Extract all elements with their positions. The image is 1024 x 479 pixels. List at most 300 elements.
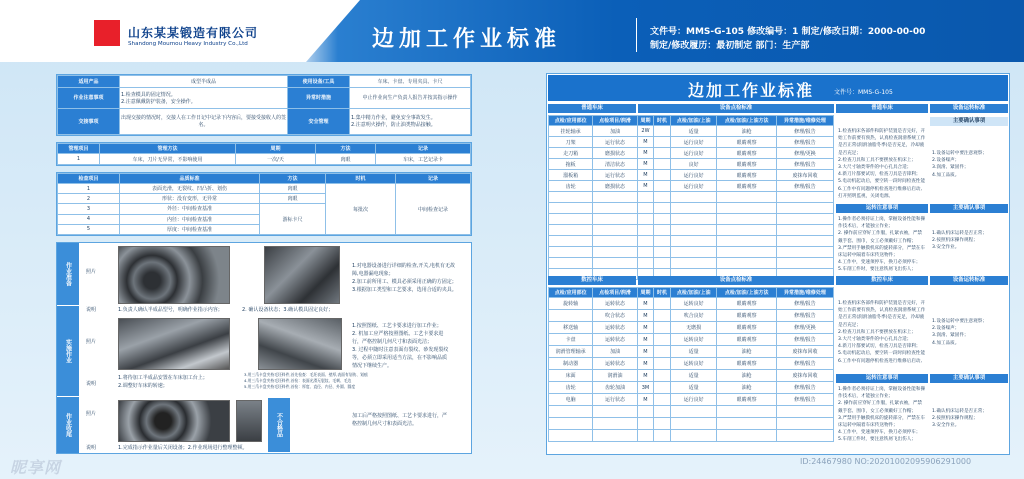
cell: 修理/报告 xyxy=(776,181,833,192)
text-line: 2.按照机床操作规程； xyxy=(932,416,978,422)
cell xyxy=(654,126,671,137)
cell: 3 xyxy=(58,204,120,214)
cell xyxy=(637,430,654,442)
cell: 1.检查模具的固定情况。 2.注意佩戴防护装备，安全操作。 xyxy=(120,88,288,108)
prep-desc-2: 2. 确认设备状态；3.确认模具固定良好； xyxy=(242,307,334,313)
cell: 良好 xyxy=(670,159,717,170)
cell: 眼睛观察 xyxy=(717,310,776,322)
col-header: 记录 xyxy=(376,144,471,154)
text-line: 4.新刀片都要试切，检查刀具是否锋利； xyxy=(838,172,921,178)
cell: 眼睛观察 xyxy=(717,298,776,310)
cell: 修理/报告 xyxy=(776,358,833,370)
cell: 磨损状态 xyxy=(593,181,637,192)
label-cnc-inspect: 设备点检标准 xyxy=(638,276,834,285)
cell: 中间检查记录 xyxy=(396,184,471,235)
cell xyxy=(717,430,776,442)
cell xyxy=(637,258,654,269)
cell: 走刀箱 xyxy=(549,148,593,159)
cell xyxy=(670,430,717,442)
cell: M xyxy=(637,298,654,310)
text-line: 1.设备运转中要注意观察； xyxy=(932,151,987,156)
watermark-left: 昵享网 xyxy=(10,458,62,477)
cell: 油枪 xyxy=(717,370,776,382)
impl-note-3: 5.用三爪卡盘夹持毛坯料件,首检：厚度、直径、内径、外圆、圆度 xyxy=(244,384,356,389)
op-header: 运转注意事项 xyxy=(836,204,928,213)
cell: 眼睛观察 xyxy=(717,181,776,192)
text-line: 5.电动机起动后，要空转一段时间检查性能 xyxy=(838,351,926,357)
company-name: 山东某某锻造有限公司 xyxy=(128,26,259,40)
text-line: 2. 操作前应穿好工作服，扎紧衣袖，严禁 xyxy=(838,401,922,407)
text-line: 1.确认机床运转是否正常； xyxy=(932,409,987,414)
cell: 运转状态 xyxy=(593,298,637,310)
col-header: 周期 xyxy=(637,116,654,126)
cell: 电脑 xyxy=(549,394,593,406)
cell xyxy=(776,214,833,225)
impl-text-6: 情况下继续生产。 xyxy=(352,363,393,369)
cell: 油枪 xyxy=(717,382,776,394)
cell xyxy=(654,298,671,310)
cell xyxy=(637,236,654,247)
text-line: 3.润滑、紧固件； xyxy=(932,333,969,339)
watermark-right: ID:24467980 NO:20201002095906291000 xyxy=(800,457,972,466)
text-line: 4.工作中，变速须停车，换刀必须停车； xyxy=(838,260,921,266)
label-cnc-run: 设备运转标准 xyxy=(930,276,1008,285)
cell xyxy=(637,418,654,430)
photo-label: 照片 xyxy=(86,269,97,275)
cell xyxy=(776,236,833,247)
col-header: 异常措施/维修处理 xyxy=(776,116,833,126)
text-line: 1.操作者必须持证上岗，掌握设备性能和操 xyxy=(838,387,926,392)
cell xyxy=(654,236,671,247)
cell xyxy=(549,214,593,225)
cell xyxy=(670,418,717,430)
cell: 加油 xyxy=(593,126,637,137)
col-header: 点检/应用部位 xyxy=(549,116,593,126)
text-line: 是否正常(润滑油脂冬季)是否充足，冷却液 xyxy=(838,315,925,321)
cell xyxy=(654,430,671,442)
cell: 适量 xyxy=(670,126,717,137)
text-line: 3.安全作业。 xyxy=(932,245,960,251)
cell: 眼睛观察 xyxy=(717,394,776,406)
col-header: 异常措施/维修处理 xyxy=(776,288,833,298)
header-divider xyxy=(636,18,637,52)
impl-text-5: 等，必须立即采用适当方法，在不影响品质 xyxy=(352,355,448,361)
cell xyxy=(670,258,717,269)
cell xyxy=(549,247,593,258)
cell: 修理/报告 xyxy=(776,298,833,310)
text-line: 6.工作中有问题停机检查进行维修后启动, xyxy=(838,186,922,192)
text-line: 4.加工品质。 xyxy=(932,340,960,346)
cell: 运行良好 xyxy=(670,394,717,406)
col-header: 检查项目 xyxy=(58,174,120,184)
text-line: 2. 操作前应穿好工作服，扎紧衣袖，严禁 xyxy=(838,231,922,237)
cell: 卡盘 xyxy=(549,334,593,346)
cell: 运行状态 xyxy=(593,394,637,406)
cell: 无磨损 xyxy=(670,322,717,334)
cell: M xyxy=(637,334,654,346)
cell: 拖板 xyxy=(549,159,593,170)
cell xyxy=(654,310,671,322)
cell xyxy=(717,418,776,430)
cell: 中止作业向生产负责人报告并按其指示操作 xyxy=(350,88,471,108)
cell: 车床、卡盘、专用夹具、卡尺 xyxy=(350,76,471,88)
ng-label: 不合格品 xyxy=(268,398,290,452)
cell xyxy=(776,247,833,258)
col-header: 周期 xyxy=(236,144,316,154)
lathe-op2-text xyxy=(838,216,925,274)
cell: 外径：中间检查基准 xyxy=(120,204,260,214)
cell: 眼睛观察 xyxy=(717,148,776,159)
cell xyxy=(670,247,717,258)
cell: 表面光滑，无裂纹、凹凸折、划伤 xyxy=(120,184,260,194)
end-photo-2 xyxy=(236,400,262,442)
cell: 运行状态 xyxy=(593,137,637,148)
cell: M xyxy=(637,346,654,358)
cell: 1.集中精力作业，避免安全事故发生。 2.注意明火操作，防止油类物品接触。 xyxy=(350,108,471,134)
cell: 移送轴 xyxy=(549,322,593,334)
cell xyxy=(637,214,654,225)
lathe-note-text xyxy=(932,150,987,179)
inspection-table xyxy=(56,172,472,236)
cell xyxy=(717,225,776,236)
cell: M xyxy=(637,170,654,181)
text-line: 始工作前要有预热，认真检查润滑系统工作 xyxy=(838,308,926,314)
cell xyxy=(776,430,833,442)
cell: 废抹布回收 xyxy=(776,346,833,358)
cell xyxy=(637,247,654,258)
cell: 运行良好 xyxy=(670,181,717,192)
impl-text-3: 行，严格控制几何尺寸和表面光洁； xyxy=(352,339,433,345)
cell: 3M xyxy=(637,382,654,394)
text-line: 3.安全作业。 xyxy=(932,423,960,429)
cell: 眼睛观察 xyxy=(717,159,776,170)
cell xyxy=(776,225,833,236)
company-logo xyxy=(94,20,120,46)
cnc-note-header: 主要确认事项 xyxy=(930,374,1008,383)
text-line: 始工作前要有预热，认真检查润滑系统工作 xyxy=(838,136,926,142)
cell: 游标卡尺 xyxy=(260,204,326,235)
prep-photo-2 xyxy=(264,246,340,304)
cell: 润滑管理轴承 xyxy=(549,346,593,358)
text-line: 4.加工品质。 xyxy=(932,172,960,178)
cell xyxy=(637,225,654,236)
cell xyxy=(776,203,833,214)
text-line: 1.确认机床运转是否正常； xyxy=(932,231,987,236)
label-cnc: 数控车床 xyxy=(548,276,636,285)
cell xyxy=(654,247,671,258)
text-line: 是否充足； xyxy=(838,150,861,156)
page-title: 边加工作业标准 xyxy=(372,27,562,52)
text-line: 打开照明监视，关闭电源。 xyxy=(838,193,894,199)
impl-photo-1 xyxy=(118,318,230,370)
cell xyxy=(670,203,717,214)
cell: 每批次 xyxy=(326,184,396,235)
cell xyxy=(549,192,593,203)
cnc-op-text xyxy=(838,300,925,365)
cell xyxy=(776,418,833,430)
cell: 眼睛观察 xyxy=(717,322,776,334)
prep-text-1: 1.对电器设备进行详细的检查,开关,电机有无故 xyxy=(352,263,455,269)
cell: 吹合状态 xyxy=(593,310,637,322)
cell xyxy=(670,406,717,418)
desc-label: 说明 xyxy=(86,307,97,313)
cell xyxy=(593,203,637,214)
cell: 修理/报告 xyxy=(776,126,833,137)
cell xyxy=(654,192,671,203)
col-header: 点检项目/润滑 xyxy=(593,288,637,298)
col-header: 记录 xyxy=(396,174,471,184)
cell xyxy=(776,258,833,269)
cell xyxy=(593,430,637,442)
cell xyxy=(717,258,776,269)
text-line: 3.润滑、紧固件； xyxy=(932,165,969,171)
section-impl: 实施作业 xyxy=(57,306,79,396)
cell xyxy=(593,214,637,225)
impl-text-1: 1.按照图纸、工艺卡要求进行加工作业； xyxy=(352,323,442,329)
text-line: 2.检查刀具和工具不要摆放在机床上； xyxy=(838,329,916,335)
cell: 适量 xyxy=(670,370,717,382)
cell: 运行良好 xyxy=(670,170,717,181)
label-run-std: 设备运转标准 xyxy=(930,104,1008,113)
cell xyxy=(717,406,776,418)
cell: 废抹布回收 xyxy=(776,370,833,382)
impl-text-4: 3. 过程中随时注意表面有裂纹、砂发现裂纹 xyxy=(352,347,449,353)
cell xyxy=(593,225,637,236)
cell: 眼睛观察 xyxy=(717,137,776,148)
end-desc: 1.完成指示作业量后关闭设备；2.作业现场进行整理整顿。 xyxy=(118,445,248,451)
text-line: 5.车削工件时，要注意铁屑飞出伤人； xyxy=(838,437,916,443)
cell: 制动器 xyxy=(549,358,593,370)
cell: 眼睛观察 xyxy=(717,170,776,181)
cell xyxy=(654,148,671,159)
cell xyxy=(593,236,637,247)
cell: 挂轮轴承 xyxy=(549,126,593,137)
cell: 眼睛观察 xyxy=(717,358,776,370)
cell: 车床，工艺记录卡 xyxy=(376,154,471,165)
prep-text-4: 3.根据加工类型和工艺要求，选用合适的夹具。 xyxy=(352,287,457,293)
text-line: 5.车削工件时，要注意铁屑飞出伤人； xyxy=(838,267,916,273)
cell: 床面 xyxy=(549,370,593,382)
impl-text-2: 2. 机加工应严格按照图纸、工艺卡要求进 xyxy=(352,331,444,337)
cell: 润滑油 xyxy=(593,370,637,382)
cell: M xyxy=(637,159,654,170)
cell: 出现交接的情况时，交接人在工作日记中记录下内容后，要接受接收人的签名。 xyxy=(120,108,288,134)
cell: 作业注意事项 xyxy=(58,88,120,108)
general-info-table xyxy=(56,74,472,136)
text-line: 3.大尺寸轴类零件的中心孔具合适； xyxy=(838,337,912,343)
cell xyxy=(654,258,671,269)
cell xyxy=(717,214,776,225)
end-text-1: 加工后严格按照图纸、工艺卡要求进行，严 xyxy=(352,413,448,419)
lathe-op-text xyxy=(838,128,925,200)
text-line: 是否充足； xyxy=(838,322,861,328)
cell xyxy=(654,382,671,394)
col-header: 管理项目 xyxy=(58,144,100,154)
col-header: 点检/加油/上油 xyxy=(670,116,717,126)
label-inspect-std: 设备点检标准 xyxy=(638,104,834,113)
text-line: 6.工作中有问题停机检查进行维修后启动, xyxy=(838,358,922,364)
impl-photo-2 xyxy=(258,318,342,370)
cell xyxy=(549,258,593,269)
section-prep: 作业准备 xyxy=(57,243,79,305)
label-cnc-2: 数控车床 xyxy=(836,276,928,285)
cell xyxy=(549,430,593,442)
cell: 运转良好 xyxy=(670,358,717,370)
cell: 修理/报告 xyxy=(776,382,833,394)
text-line: 3.严禁用手触摸机床的旋转部分，严禁在车 xyxy=(838,245,926,251)
section-end: 作业收尾 xyxy=(57,397,79,453)
cell xyxy=(654,406,671,418)
cell: 修理/报告 xyxy=(776,310,833,322)
cell: 使用设备/工具 xyxy=(288,76,350,88)
lathe-inspect-table xyxy=(548,115,834,280)
text-line: 2.设备噪声； xyxy=(932,326,960,332)
text-line: 2.检查刀具和工具不要摆放在机床上； xyxy=(838,157,916,163)
text-line: 4.新刀片都要试切，检查刀具是否锋利； xyxy=(838,344,921,350)
cell xyxy=(654,137,671,148)
cell: 肉眼 xyxy=(260,194,326,204)
cell: 吹合良好 xyxy=(670,310,717,322)
cell: 刀架 xyxy=(549,137,593,148)
right-file-no: 文件号：MMS-G-105 xyxy=(834,89,893,96)
cell: 加油 xyxy=(593,346,637,358)
text-line: 1.设备运转中要注意观察； xyxy=(932,319,987,324)
cell: M xyxy=(637,310,654,322)
right-title: 边加工作业标准 xyxy=(688,81,815,100)
col-header: 方法 xyxy=(316,144,376,154)
cell: M xyxy=(637,148,654,159)
photo-label: 照片 xyxy=(86,411,97,417)
cell xyxy=(593,192,637,203)
cell xyxy=(637,192,654,203)
text-line: 5.电动机起动后，要空转一段时间检查性能 xyxy=(838,179,926,185)
cell: 齿轮 xyxy=(549,382,593,394)
cell: 旋转轴 xyxy=(549,298,593,310)
cell xyxy=(549,418,593,430)
impl-desc-2: 2.调整好车床的转速； xyxy=(118,383,168,389)
col-header: 品质标准 xyxy=(120,174,260,184)
cell xyxy=(670,192,717,203)
cell: M xyxy=(637,322,654,334)
cell xyxy=(549,203,593,214)
cell xyxy=(670,236,717,247)
text-line: 戴手套、围巾，女工必须戴好工作帽； xyxy=(838,238,917,244)
text-line: 戴手套、围巾，女工必须戴好工作帽； xyxy=(838,408,917,414)
cell: 2W xyxy=(637,126,654,137)
cell: 运转良好 xyxy=(670,334,717,346)
cell xyxy=(670,214,717,225)
note-header-2: 主要确认事项 xyxy=(930,204,1008,213)
cell xyxy=(654,394,671,406)
cnc-note-text xyxy=(932,318,987,347)
text-line: 1.检查机床各部件和防护装置是否完好，开 xyxy=(838,129,926,134)
cell xyxy=(654,170,671,181)
cell: 运行良好 xyxy=(670,137,717,148)
text-line: 床运转中隔着车床传送物件； xyxy=(838,423,898,429)
col-header: 方法 xyxy=(260,174,326,184)
cell: 交接事项 xyxy=(58,108,120,134)
cell xyxy=(717,203,776,214)
cell: 车床，刀片无异常，不影响使用 xyxy=(100,154,236,165)
desc-label: 说明 xyxy=(86,381,97,387)
prep-text-2: 障,电器漏电现象； xyxy=(352,271,394,277)
management-table xyxy=(56,142,472,166)
col-header: 点检/加油/上油方法 xyxy=(717,288,776,298)
cell: 成型半成品 xyxy=(120,76,288,88)
text-line: 是否正常(润滑油脂冬季)是否充足，冷却液 xyxy=(838,143,925,149)
cell: 厚度：中间检查基准 xyxy=(120,224,260,234)
cell: 适量 xyxy=(670,382,717,394)
cell: 溜板箱 xyxy=(549,170,593,181)
cell xyxy=(637,406,654,418)
cell xyxy=(654,370,671,382)
cell: 1 xyxy=(58,184,120,194)
cnc-op2-text xyxy=(838,386,925,444)
cell: 运转状态 xyxy=(593,358,637,370)
lathe-note2-text xyxy=(932,230,987,252)
impl-desc-1: 1.将待加工半成品安置在车床加工台上； xyxy=(118,375,208,381)
col-header: 点检/加油/上油 xyxy=(670,288,717,298)
col-header: 周期 xyxy=(637,288,654,298)
cell xyxy=(717,192,776,203)
cell: 油枪 xyxy=(717,346,776,358)
prep-photo-1 xyxy=(118,246,230,304)
cell xyxy=(549,236,593,247)
text-line: 2.按照机床操作规程； xyxy=(932,238,978,244)
cell: M xyxy=(637,137,654,148)
prep-text-3: 2.加工前所用工、模具必须采用正确的方固定； xyxy=(352,279,457,285)
cell: 运行良好 xyxy=(670,148,717,159)
cell: 修理/报告 xyxy=(776,137,833,148)
cell xyxy=(549,406,593,418)
cell: 4 xyxy=(58,214,120,224)
cell xyxy=(654,334,671,346)
cell: 1 xyxy=(58,154,100,165)
cell: 内径：中间检查基准 xyxy=(120,214,260,224)
cell: 油枪 xyxy=(717,126,776,137)
col-header: 时机 xyxy=(654,116,671,126)
cell: 修理/更换 xyxy=(776,148,833,159)
right-title-bar xyxy=(548,75,1008,101)
cell: 安全管理 xyxy=(288,108,350,134)
cell: 形状：没有变形，无异常 xyxy=(120,194,260,204)
end-photo-1 xyxy=(118,400,230,442)
text-line: 4.工作中，变速须停车，换刀必须停车； xyxy=(838,430,921,436)
cell xyxy=(549,225,593,236)
cell: 修理/更换 xyxy=(776,322,833,334)
desc-label: 说明 xyxy=(86,445,97,451)
header-info-line2: 制定/修改履历：最初制定 部门：生产部 xyxy=(650,41,810,51)
cell: 废抹布回收 xyxy=(776,170,833,181)
cell: 适用产品 xyxy=(58,76,120,88)
company-name-en: Shandong Moumou Heavy Industry Co.,Ltd xyxy=(128,41,248,47)
cell xyxy=(776,192,833,203)
text-line: 2.设备噪声； xyxy=(932,158,960,164)
cell xyxy=(654,358,671,370)
cell: 运转状态 xyxy=(593,334,637,346)
cell: 运行状态 xyxy=(593,170,637,181)
cell xyxy=(654,181,671,192)
cell: M xyxy=(637,181,654,192)
header-info-line1: 文件号：MMS-G-105 修改编号：1 制定/修改日期：2000-00-00 xyxy=(650,27,926,37)
cell xyxy=(637,203,654,214)
cell: 一次/天 xyxy=(236,154,316,165)
cell: 眼睛观察 xyxy=(717,334,776,346)
cell xyxy=(654,203,671,214)
col-header: 管理方法 xyxy=(100,144,236,154)
cell xyxy=(654,214,671,225)
label-lathe: 普通车床 xyxy=(548,104,636,113)
